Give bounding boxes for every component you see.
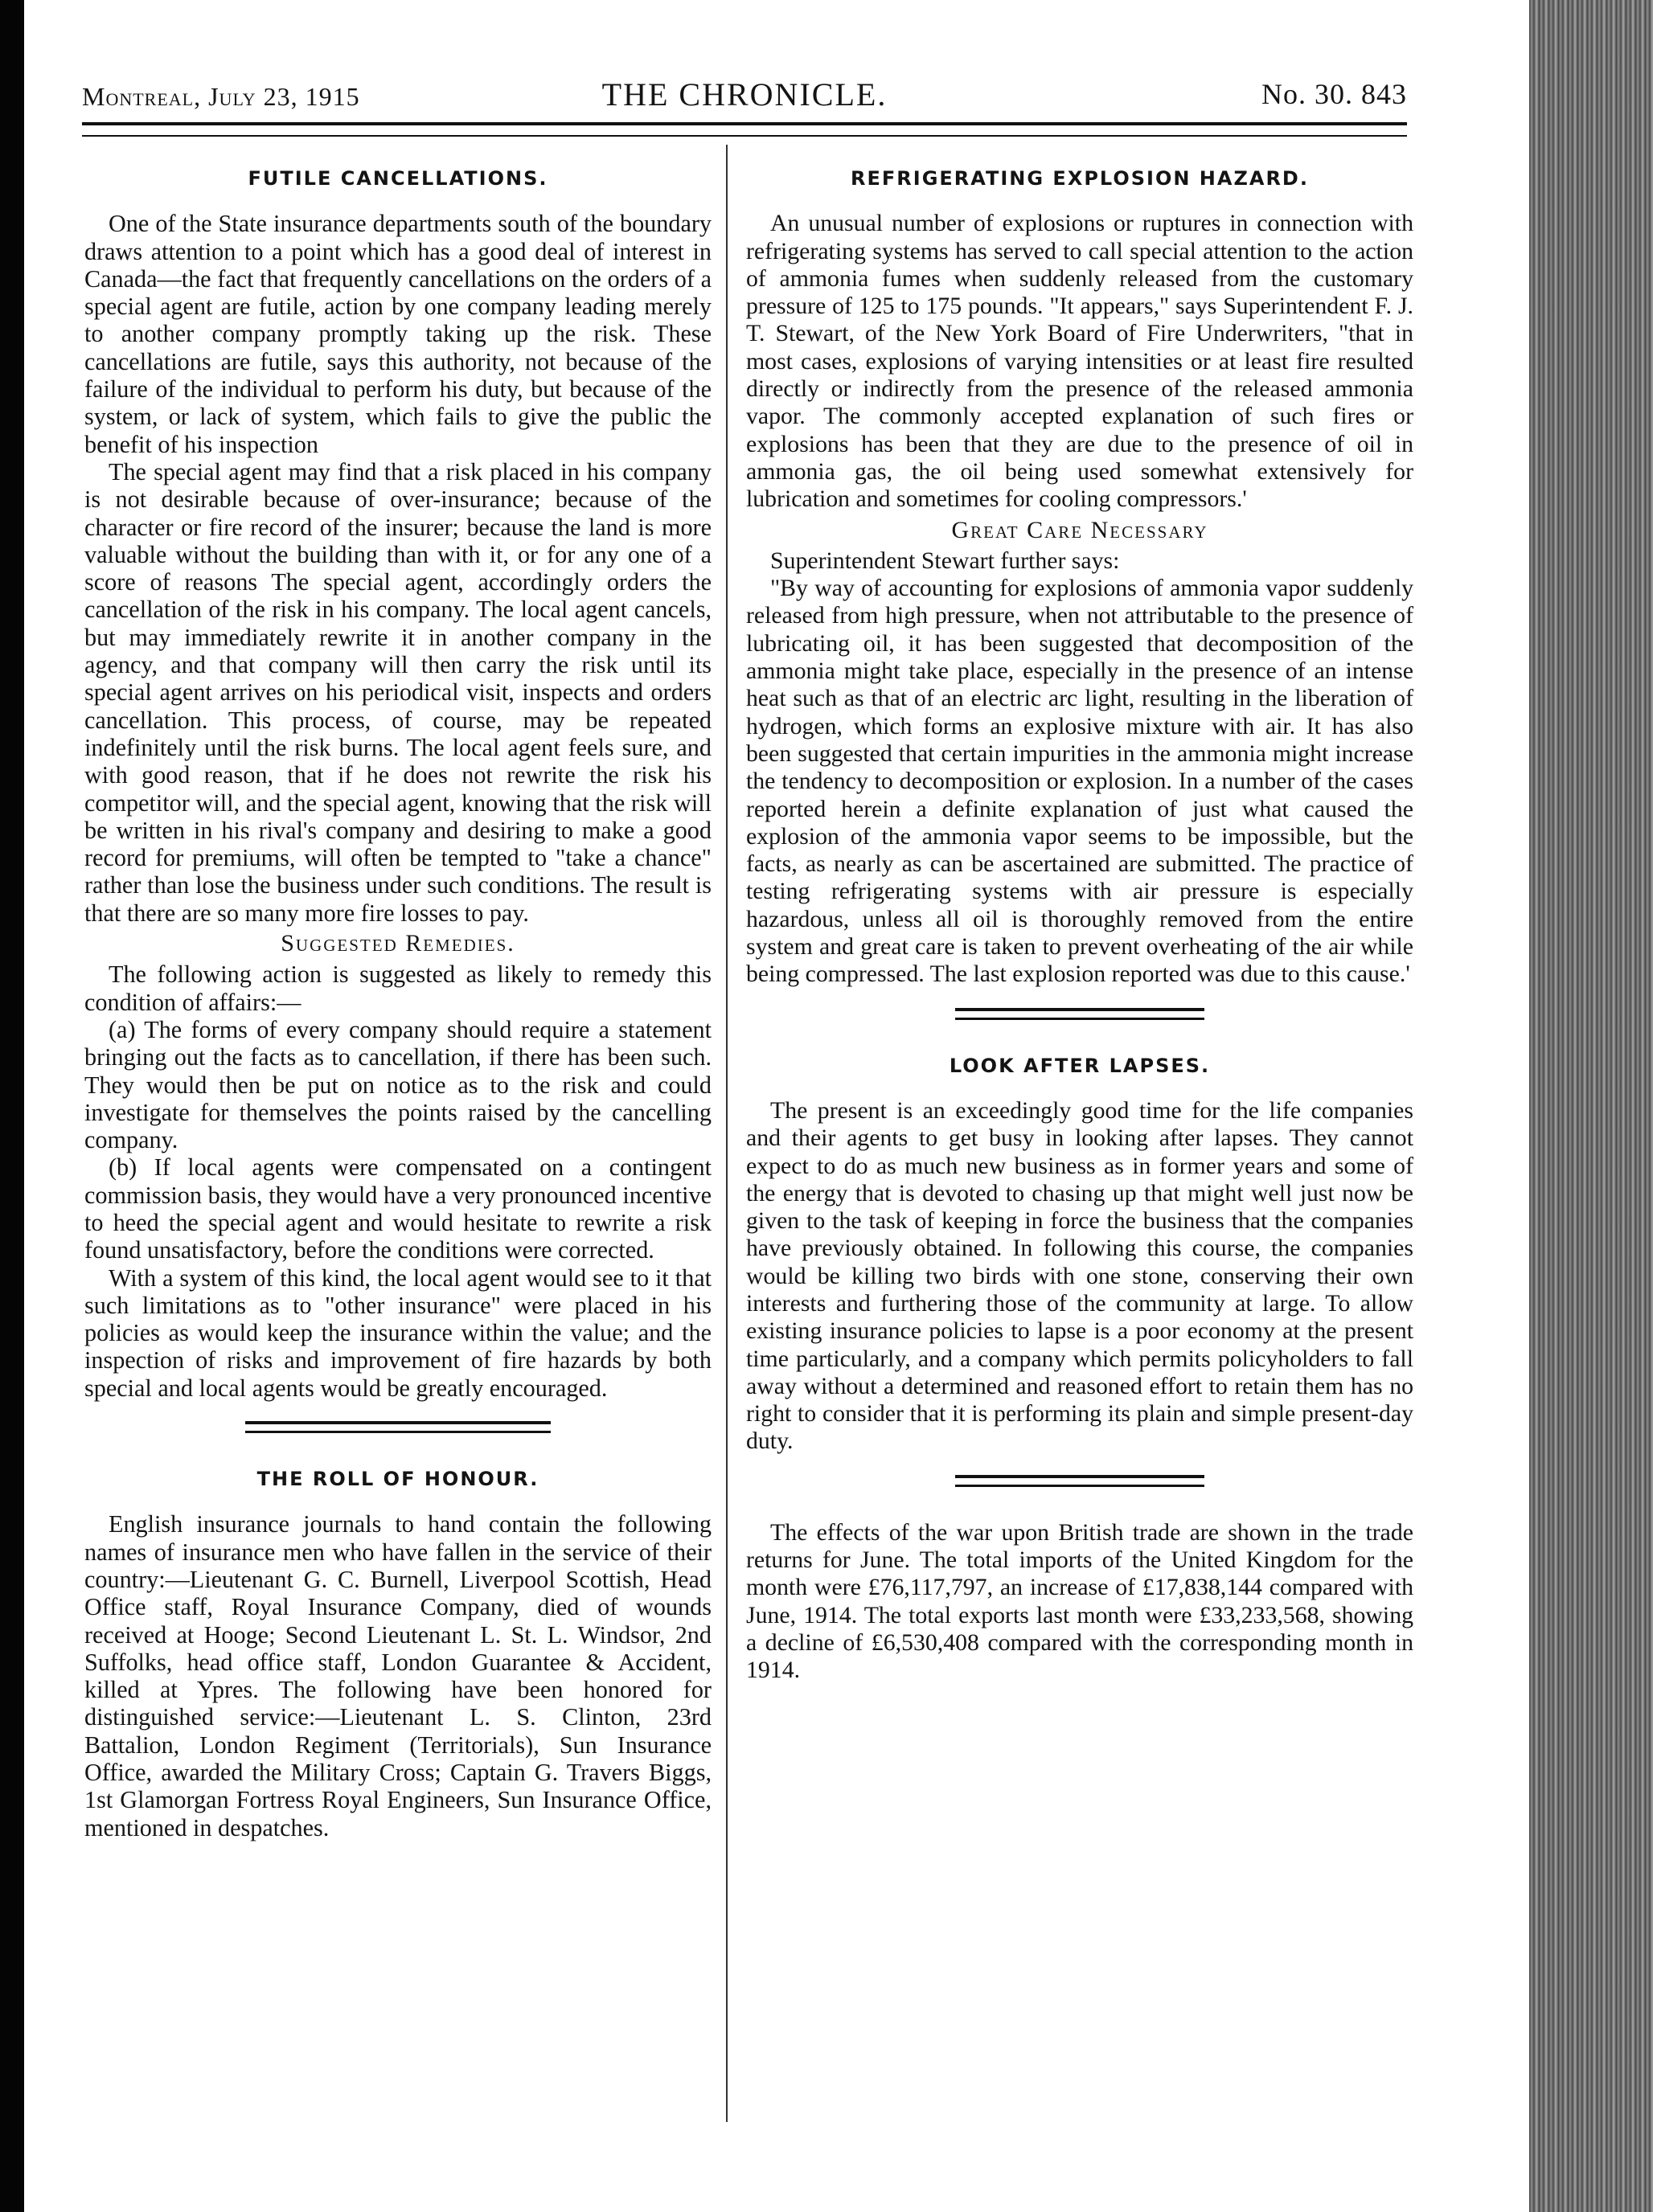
header-double-rule — [82, 122, 1407, 137]
paragraph: The present is an exceedingly good time for the life companies and their agents to get busy in looking after lapses. They cannot expect to do as much new business as in former years and some of the energy that is devoted to chasing up that might well just now be given to the task of keeping in force the business that the companies have previously obtained. In following this course, the companies would be killing two birds with one stone, conserving their own interests and furthering those of the community at large. To allow existing insurance policies to lapse is a poor economy at the present time particularly, and a company which permits policyholders to fall away without a determined and reasoned effort to retain them has no right to consider that it is performing its plain and simple present-day duty. — [746, 1096, 1413, 1455]
paragraph: (a) The forms of every company should require a statement bringing out the facts as to cancellation, if there has been such. They would then be put on notice as to the risk and could investigate for themselves the points raised by the cancelling company. — [84, 1015, 712, 1154]
left-column — [84, 165, 712, 1841]
newspaper-page — [24, 0, 1529, 2212]
paragraph: The special agent may find that a risk placed in his company is not desirable because of over-insurance; because of the character or fire record of the insurer; because the land is more valuable without the building than with it, or for any one of a score of reasons The special agent, accordingly orders the cancellation of the risk in his company. The local agent cancels, but may immediately rewrite it in another company in the agency, and that company will then carry the risk until its special agent arrives on his periodical visit, inspects and orders cancellation. This process, of course, may be repeated indefinitely until the risk burns. The local agent feels sure, and with good reason, that if he does not rewrite the risk his competitor will, and the special agent, knowing that the risk will be written in his rival's company and desiring to make a good record for premiums, will often be tempted to "take a chance" rather than lose the business under such conditions. The result is that there are so many more fire losses to pay. — [84, 457, 712, 927]
book-binding-edge — [1529, 0, 1653, 2212]
section-divider — [955, 1008, 1204, 1020]
article-title: LOOK AFTER LAPSES. — [949, 1054, 1211, 1077]
paragraph: An unusual number of explosions or ruptures in connection with refrigerating systems has served to call special attention to the action of ammonia fumes when suddenly released from the customary pressure of 125 to 175 pounds. "It appears," says Superintendent F. J. T. Stewart, of the New York Board of Fire Underwriters, "that in most cases, explosions of varying intensities or at least fire resulted directly or indirectly from the presence of the released ammonia vapor. The commonly accepted explanation of such fires or explosions has been that they are due to the presence of oil in ammonia gas, the oil being used somewhat extensively for lubrication and sometimes for cooling compressors.' — [746, 210, 1413, 513]
paragraph: The following action is suggested as likely to remedy this condition of affairs:— — [84, 961, 712, 1016]
page-header — [82, 72, 1407, 121]
right-column — [746, 165, 1413, 1685]
subheading: Great Care Necessary — [951, 516, 1208, 543]
paragraph: With a system of this kind, the local agent would see to it that such limitations as to "other insurance" were placed in his policies as would keep the insurance within the value; and the inspection of risks and improvement of fire hazards by both special and local agents would be greatly encouraged. — [84, 1264, 712, 1402]
section-divider — [955, 1475, 1204, 1487]
header-dateline: Montreal, July 23, 1915 — [82, 82, 360, 111]
article-futile-cancellations — [84, 165, 712, 1402]
article-title: FUTILE CANCELLATIONS. — [248, 167, 548, 190]
section-divider — [245, 1421, 551, 1433]
paragraph: The effects of the war upon British trade are shown in the trade returns for June. The total imports of the United Kingdom for the month were £76,117,797, an increase of £17,838,144 compared with June, 1914. The total exports last month were £33,233,568, showing a decline of £6,530,408 compared with the corresponding month in 1914. — [746, 1518, 1413, 1684]
article-roll-of-honour — [84, 1465, 712, 1841]
publication-title: THE CHRONICLE. — [601, 76, 888, 113]
column-divider — [726, 145, 728, 2122]
article-british-trade — [746, 1519, 1413, 1685]
paragraph: English insurance journals to hand contain the following names of insurance men who have fallen in the service of their country:—Lieutenant G. C. Burnell, Liverpool Scottish, Head Office staff, Royal Insurance Company, died of wounds received at Hooge; Second Lieutenant L. St. L. Windsor, 2nd Suffolks, head office staff, London Guarantee & Accident, killed at Ypres. The following have been honored for distinguished service:—Lieutenant L. S. Clinton, 23rd Battalion, London Regiment (Territorials), Sun Insurance Office, awarded the Military Cross; Captain G. Travers Biggs, 1st Glamorgan Fortress Royal Engineers, Sun Insurance Office, mentioned in despatches. — [84, 1510, 712, 1841]
article-title: THE ROLL OF HONOUR. — [256, 1468, 539, 1491]
issue-page-number: No. 30. 843 — [1261, 78, 1407, 110]
paragraph: One of the State insurance departments south of the boundary draws attention to a point which has a good deal of interest in Canada—the fact that frequently cancellations on the orders of a special agent are futile, action by one company leading merely to another company promptly taking up the risk. These cancellations are futile, says this authority, not because of the failure of the individual to perform his duty, but because of the system, or lack of system, which fails to give the public the benefit of his inspection — [84, 210, 712, 458]
article-look-after-lapses — [746, 1052, 1413, 1456]
paragraph: "By way of accounting for explosions of ammonia vapor suddenly released from high pressure, when not attributable to the presence of lubricating oil, it has been suggested that decomposition of the ammonia might take place, especially in the presence of an intense heat such as that of an electric arc light, resulting in the liberation of hydrogen, which forms an explosive mixture with air. It has also been suggested that certain impurities in the ammonia might increase the tendency to decomposition or explosion. In a number of the cases reported herein a definite explanation of just what caused the explosion of the ammonia vapor seems to be impossible, but the facts, as nearly as can be ascertained are submitted. The practice of testing refrigerating systems with air pressure is especially hazardous, unless all oil is thoroughly removed from the entire system and great care is taken to prevent overheating of the air while being compressed. The last explosion reported was due to this cause.' — [746, 575, 1413, 988]
paragraph: (b) If local agents were compensated on a contingent commission basis, they would have a very pronounced incentive to heed the special agent and would hesitate to rewrite a risk found unsatisfactory, before the conditions were corrected. — [84, 1153, 712, 1264]
subheading: Suggested Remedies. — [281, 930, 515, 957]
paragraph: Superintendent Stewart further says: — [770, 547, 1120, 574]
article-title: REFRIGERATING EXPLOSION HAZARD. — [851, 167, 1309, 190]
article-refrigerating-explosion-hazard — [746, 165, 1413, 989]
